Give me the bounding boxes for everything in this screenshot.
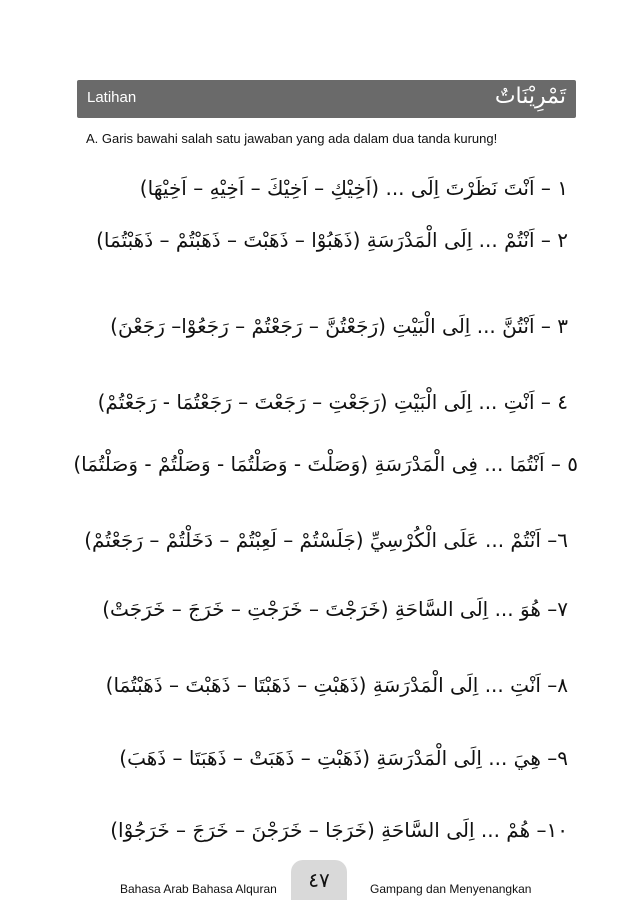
footer-tagline: Gampang dan Menyenangkan [370,882,532,896]
exercise-item-10: ١٠– هُمْ ... اِلَى السَّاحَةِ (خَرَجَا – خَرَجْنَ – خَرَجَ – خَرَجُوْا) [110,818,568,842]
section-title-latin: Latihan [87,89,137,106]
exercise-item-1: ١ – اَنْتَ نَظَرْتَ اِلَى ... (اَخِيْكِ – اَخِيْكَ – اَخِيْهِ – اَخِيْهَا) [139,176,568,200]
exercise-item-3: ٣ – اَنْتُنَّ ... اِلَى الْبَيْتِ (رَجَعْتُنَّ – رَجَعْتُمْ – رَجَعُوْا– رَجَعْنَ) [110,314,568,338]
instruction-text: A. Garis bawahi salah satu jawaban yang ada dalam dua tanda kurung! [86,131,498,146]
exercise-item-9: ٩– هِيَ ... اِلَى الْمَدْرَسَةِ (ذَهَبْتِ – ذَهَبَتْ – ذَهَبَتَا – ذَهَبَ) [119,746,568,770]
exercise-item-6: ٦– اَنْتُمْ ... عَلَى الْكُرْسِيِّ (جَلَسْتُمْ – لَعِبْتُمْ – دَخَلْتُمْ – رَجَعْتُمْ) [84,528,568,552]
exercise-item-4: ٤ – اَنْتِ ... اِلَى الْبَيْتِ (رَجَعْتِ – رَجَعْتَ – رَجَعْتُمَا - رَجَعْتُمْ) [97,390,568,414]
section-title-arabic: تَمْرِيْنَاتٌ [494,84,566,109]
exercise-item-2: ٢ – اَنْتُمْ ... اِلَى الْمَدْرَسَةِ (ذَهَبُوْا – ذَهَبْتَ – ذَهَبْتُمْ – ذَهَبْتُمَا) [96,228,568,252]
exercise-item-7: ٧– هُوَ ... اِلَى السَّاحَةِ (خَرَجْتَ – خَرَجْتِ – خَرَجَ – خَرَجَتْ) [102,597,568,621]
exercise-item-8: ٨– اَنْتِ ... اِلَى الْمَدْرَسَةِ (ذَهَبْتِ – ذَهَبْتَا – ذَهَبْتَ – ذَهَبْتُمَا) [105,673,568,697]
footer-book-title: Bahasa Arab Bahasa Alquran [120,882,277,896]
section-header [77,80,576,118]
exercise-item-5: ٥ – اَنْتُمَا ... فِى الْمَدْرَسَةِ (وَصَلْتَ - وَصَلْتُمَا - وَصَلْتُمْ - وَصَلْتُمَا) [73,452,578,476]
page-number: ٤٧ [291,860,347,900]
